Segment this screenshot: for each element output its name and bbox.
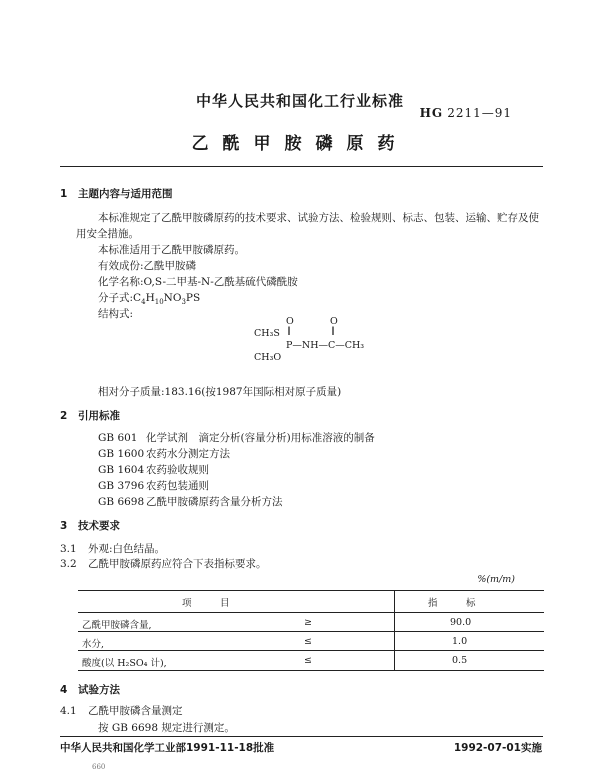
reference-title: 农药包装通则 — [146, 480, 209, 492]
section4-heading — [60, 682, 120, 697]
reference-title: 化学试剂 滴定分析(容量分析)用标准溶液的制备 — [146, 432, 375, 444]
section2-number: 2 — [60, 410, 68, 422]
table-cell-value: 0.5 — [452, 655, 468, 666]
section1-formula — [98, 290, 200, 306]
reference-title: 农药验收规则 — [146, 464, 209, 476]
section4-item-number: 4.1 — [60, 705, 77, 717]
reference-code: GB 3796 — [98, 480, 145, 492]
reference-title: 农药水分测定方法 — [146, 448, 230, 460]
section3-number: 3 — [60, 520, 68, 532]
reference-code: GB 1604 — [98, 464, 145, 476]
header-divider — [60, 166, 543, 167]
section4-title: 试验方法 — [78, 684, 120, 696]
table-header-rule — [78, 612, 544, 613]
section3-heading — [60, 518, 120, 533]
section4-method-text: 按 GB 6698 规定进行测定。 — [98, 722, 235, 734]
formula-h-sub: 10 — [154, 298, 164, 307]
table-column-divider — [394, 590, 395, 671]
table-cell-name: 水分, — [82, 639, 105, 650]
approval-note: 中华人民共和国化学工业部1991-11-18批准 — [60, 742, 275, 754]
table-cell-value: 1.0 — [452, 636, 468, 647]
formula-h: H — [145, 292, 155, 304]
section3-item-number: 3.2 — [60, 558, 77, 570]
structure-double-bond-2: ‖ — [331, 326, 335, 335]
section3-title: 技术要求 — [78, 520, 120, 532]
reference-item — [98, 494, 283, 509]
structural-formula — [244, 316, 384, 366]
reference-code: GB 601 — [98, 432, 138, 444]
standard-code-number: 2211—91 — [447, 106, 512, 120]
section1-title: 主题内容与适用范围 — [78, 188, 173, 200]
structure-double-bond-1: ‖ — [287, 326, 291, 335]
table-bottom-rule — [78, 670, 544, 671]
table-cell-operator: ≤ — [304, 636, 312, 647]
implementation-note: 1992-07-01实施 — [453, 742, 542, 754]
section3-item-number: 3.1 — [60, 543, 77, 555]
reference-code: GB 6698 — [98, 496, 145, 508]
structure-ch3s: CH₃S — [254, 328, 280, 339]
structure-oxygen-1: O — [286, 316, 294, 327]
reference-code: GB 1600 — [98, 448, 145, 460]
formula-label: 分子式: — [98, 292, 134, 304]
section3-item-text: 外观:白色结晶。 — [88, 543, 166, 555]
table-top-rule — [78, 590, 544, 591]
section1-molecular-weight: 相对分子质量:183.16(按1987年国际相对原子质量) — [98, 386, 342, 398]
section1-chemical-name: 化学名称:O,S-二甲基-N-乙酰基硫代磷酰胺 — [98, 276, 298, 288]
section1-applies-to: 本标准适用于乙酰甲胺磷原药。 — [98, 244, 245, 256]
page-number: 660 — [92, 763, 106, 771]
structure-ch3o: CH₃O — [254, 352, 282, 363]
reference-item — [98, 446, 230, 461]
section3-item-text: 乙酰甲胺磷原药应符合下表指标要求。 — [88, 558, 267, 570]
formula-o-sub: 3 — [181, 298, 186, 307]
formula-c: C — [133, 292, 142, 304]
table-unit: %(m/m) — [477, 574, 515, 585]
section1-structure-label: 结构式: — [98, 308, 134, 320]
reference-item — [98, 478, 209, 493]
section1-heading — [60, 186, 173, 201]
section4-item-text: 乙酰甲胺磷含量测定 — [88, 705, 183, 717]
section3-item — [60, 541, 165, 556]
section2-title: 引用标准 — [78, 410, 120, 422]
table-cell-name: 乙酰甲胺磷含量, — [82, 620, 152, 631]
section4-number: 4 — [60, 684, 68, 696]
section3-item — [60, 556, 267, 571]
structure-chain: P—NH—C—CH₃ — [286, 340, 365, 351]
standard-code-prefix: HG — [419, 106, 444, 120]
table-row-rule — [78, 650, 544, 651]
formula-no: NO — [163, 292, 182, 304]
formula-ps: PS — [185, 292, 201, 304]
section1-number: 1 — [60, 188, 68, 200]
section4-item — [60, 703, 183, 718]
specification-table — [78, 590, 544, 671]
reference-title: 乙酰甲胺磷原药含量分析方法 — [146, 496, 283, 508]
table-cell-operator: ≤ — [304, 655, 312, 666]
section1-paragraph: 本标准规定了乙酰甲胺磷原药的技术要求、试验方法、检验规则、标志、包装、运输、贮存及使用安全措施。 — [76, 212, 539, 240]
reference-item — [98, 462, 209, 477]
section1-active-ingredient: 有效成份:乙酰甲胺磷 — [98, 260, 197, 272]
formula-c-sub: 4 — [141, 298, 146, 307]
reference-item — [98, 430, 375, 445]
table-cell-operator: ≥ — [304, 617, 312, 628]
section2-heading — [60, 408, 120, 423]
structure-oxygen-2: O — [330, 316, 338, 327]
table-cell-name: 酸度(以 H₂SO₄ 计), — [82, 658, 167, 669]
standard-code — [420, 106, 512, 120]
document-title: 乙酰甲胺磷原药 — [191, 134, 409, 154]
footer-divider — [60, 736, 543, 737]
standard-title: 中华人民共和国化工行业标准 — [195, 92, 404, 110]
table-header-item: 项 目 — [182, 598, 230, 609]
table-header-index: 指 标 — [428, 598, 476, 609]
table-cell-value: 90.0 — [450, 617, 472, 628]
table-row-rule — [78, 631, 544, 632]
